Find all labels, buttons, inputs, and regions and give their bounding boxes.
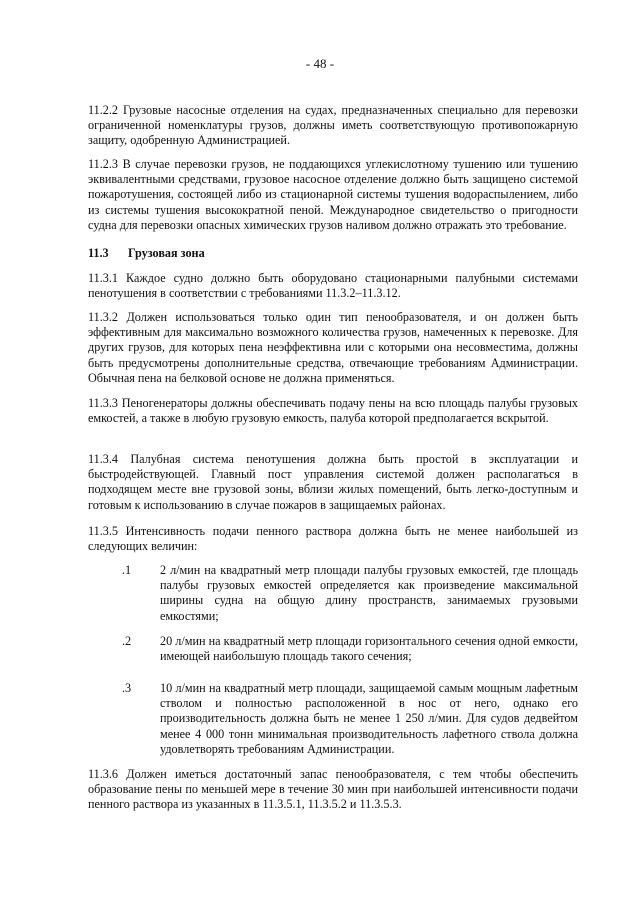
- paragraph-11-3-2: 11.3.2 Должен использоваться только один тип пенообразователя, и он должен быть эффективным для максимально возможного количества грузов, намеченных к перевозке. Для других грузов, для которых пена неэффективна или с которыми она несовместима, должны быть предусмотрены дополнительные средства, отвечающие требованиям Администрации. Обычная пена на белковой основе не должна применяться.: [88, 310, 578, 385]
- paragraph-11-3-4: 11.3.4 Палубная система пенотушения должна быть простой в эксплуатации и быстродействующей. Главный пост управления системой должен располагаться в подходящем месте вне грузовой зоны, вблизи жилых помещений, быть легко-доступным и готовым к использованию в случае пожаров в защищаемых районах.: [88, 452, 578, 512]
- list-item-number: .2: [122, 634, 132, 648]
- section-heading: [88, 246, 205, 261]
- paragraph-11-2-2: 11.2.2 Грузовые насосные отделения на судах, предназначенных специально для перевозки ограниченной номенклатуры грузов, должны иметь соответствующую противопожарную защиту, одобренную Администрацией.: [88, 103, 578, 148]
- list-item-text: 20 л/мин на квадратный метр площади горизонтального сечения одной емкости, имеющей наибольшую площадь такого сечения;: [160, 634, 578, 664]
- page-number: - 48 -: [305, 56, 335, 71]
- paragraph-11-2-3: 11.2.3 В случае перевозки грузов, не поддающихся углекислотному тушению или тушению эквивалентными средствами, грузовое насосное отделение должно быть защищено системой пожаротушения, состоящей либо из стационарной системы тушения водораспылением, либо из системы тушения высокократной пеной. Международное свидетельство о пригодности судна для перевозки опасных химических грузов наливом должно отражать это требование.: [88, 157, 578, 232]
- list-item-text: 10 л/мин на квадратный метр площади, защищаемой самым мощным лафетным стволом и полностью расположенной в нос от него, однако его производительность должна быть не менее 1 250 л/мин. Для судов дедвейтом менее 4 000 тонн минимальная производительность лафетного ствола должна удовлетворять требованиям Администрации.: [160, 681, 578, 756]
- paragraph-11-3-6: 11.3.6 Должен иметься достаточный запас пенообразователя, с тем чтобы обеспечить образование пены по меньшей мере в течение 30 мин при наибольшей интенсивности подачи пенного раствора из указанных в 11.3.5.1, 11.3.5.2 и 11.3.5.3.: [88, 767, 578, 812]
- paragraph-11-3-1: 11.3.1 Каждое судно должно быть оборудовано стационарными палубными системами пенотушения в соответствии с требованиями 11.3.2–11.3.12.: [88, 271, 578, 301]
- paragraph-11-3-3: 11.3.3 Пеногенераторы должны обеспечивать подачу пены на всю площадь палубы грузовых емкостей, а также в любую грузовую емкость, палуба которой предполагается вскрытой.: [88, 396, 578, 426]
- list-item-number: .1: [122, 563, 132, 577]
- section-heading-title: Грузовая зона: [128, 246, 205, 260]
- list-item-text: 2 л/мин на квадратный метр площади палубы грузовых емкостей, где площадь палубы грузовых емкостей определяется как произведение максимальной ширины судна на общую длину пространств, занимаемых грузовыми емкостями;: [160, 563, 578, 623]
- section-heading-number: 11.3: [88, 246, 109, 260]
- list-item-number: .3: [122, 681, 132, 695]
- paragraph-11-3-5: 11.3.5 Интенсивность подачи пенного раствора должна быть не менее наибольшей из следующих величин:: [88, 524, 578, 554]
